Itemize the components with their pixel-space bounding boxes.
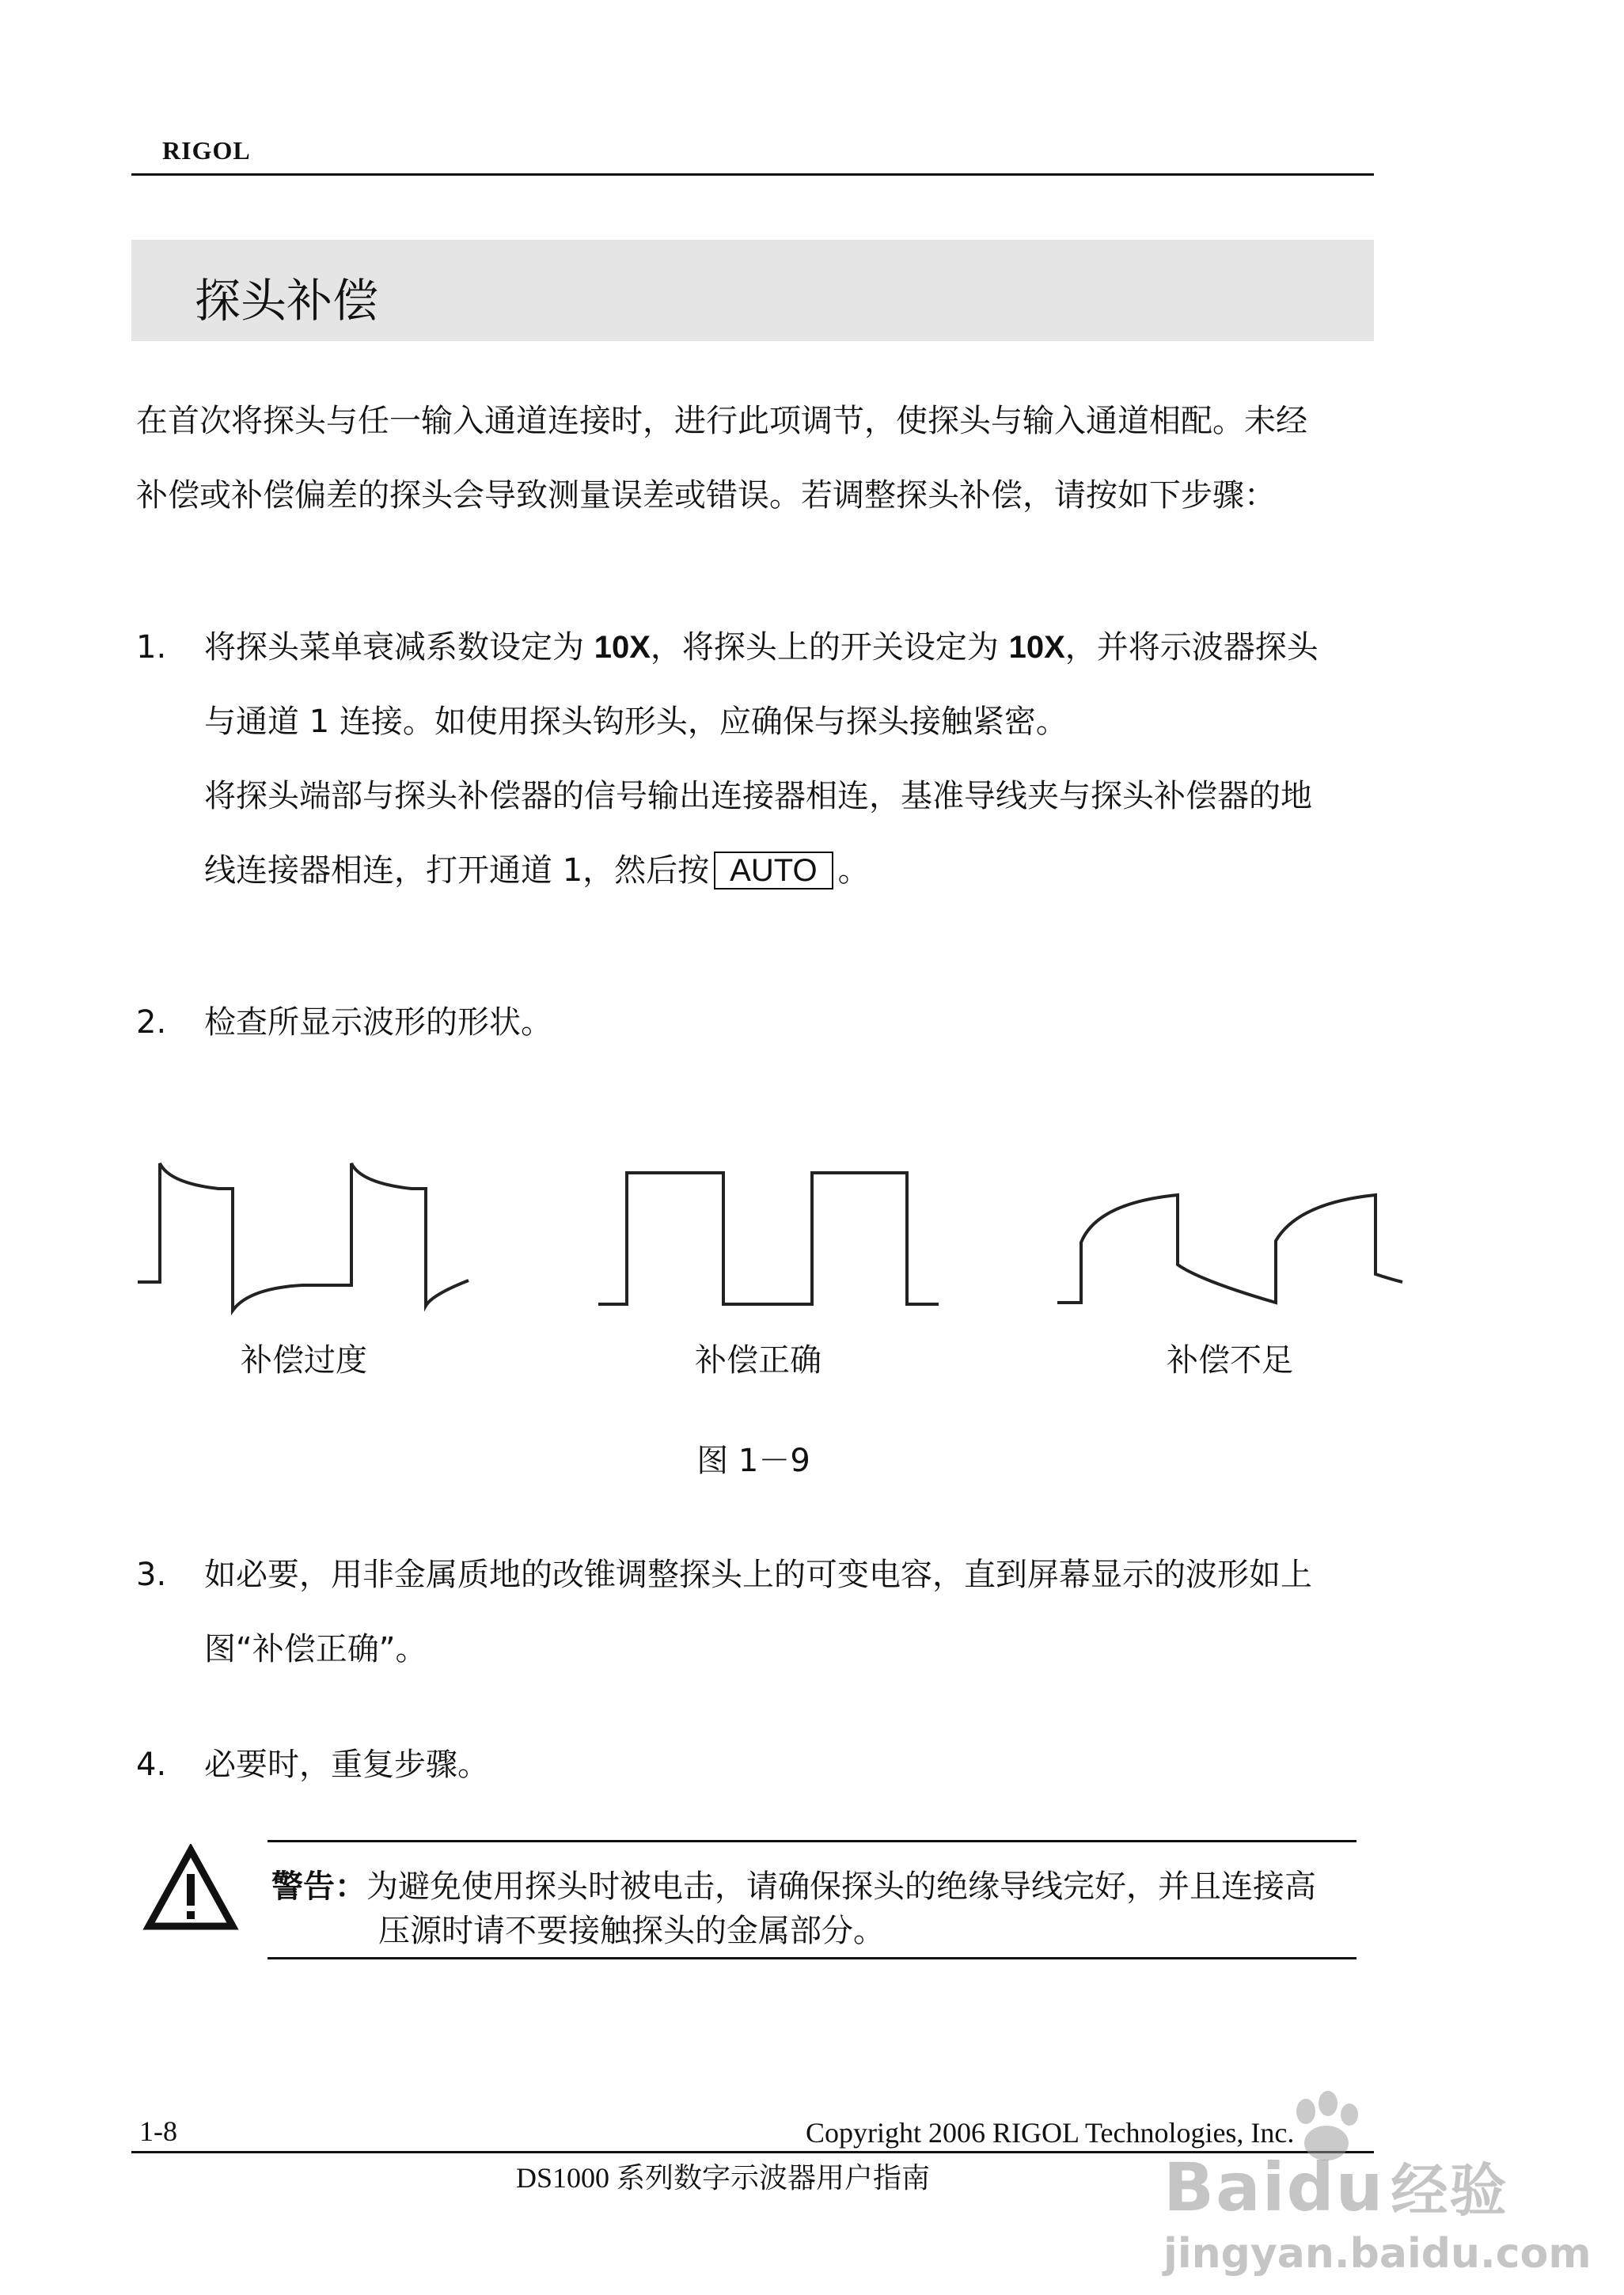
step-1-text-e: ，并将示波器探头 <box>1064 629 1319 666</box>
waveform-over-path <box>138 1163 469 1311</box>
warning-label: 警告： <box>271 1868 366 1905</box>
step-4-number: 4. <box>136 1747 167 1783</box>
footer-copyright: Copyright 2006 RIGOL Technologies, Inc. <box>806 2117 1295 2149</box>
waveform-correct-path <box>598 1173 939 1304</box>
step-1-text-c: ，将探头上的开关设定为 <box>650 629 1009 666</box>
step-4-text: 必要时，重复步骤。 <box>204 1747 489 1783</box>
step-2-number: 2. <box>136 1004 167 1041</box>
step-1-keyword-10x: 10X <box>594 630 651 665</box>
waveform-under-path <box>1057 1195 1402 1303</box>
step-2-text: 检查所显示波形的形状。 <box>204 1004 552 1041</box>
intro-line-1: 在首次将探头与任一输入通道连接时，进行此项调节，使探头与输入通道相配。未经 <box>136 403 1307 439</box>
waveform-over-compensated <box>138 1163 469 1311</box>
warning-top-rule <box>268 1840 1356 1842</box>
step-1-line-4-end: 。 <box>837 852 870 889</box>
header-brand: RIGOL <box>162 136 251 165</box>
section-title: 探头补偿 <box>195 274 379 328</box>
figure-label: 图 1－9 <box>696 1443 810 1479</box>
footer-manual-title: DS1000 系列数字示波器用户指南 <box>516 2162 931 2194</box>
watermark-url: jingyan.baidu.com <box>1163 2230 1592 2278</box>
intro-line-2: 补偿或补偿偏差的探头会导致测量误差或错误。若调整探头补偿，请按如下步骤： <box>136 477 1276 514</box>
watermark <box>1163 2089 1592 2279</box>
watermark-brand <box>1163 2145 1508 2227</box>
step-1-number: 1. <box>136 629 167 666</box>
step-1-keyword-10x-2: 10X <box>1008 630 1065 665</box>
step-1-line-2: 与通道 1 连接。如使用探头钩形头，应确保与探头接触紧密。 <box>204 704 1068 740</box>
step-1-line-1 <box>204 628 1319 666</box>
step-3-line-1: 如必要，用非金属质地的改锥调整探头上的可变电容，直到屏幕显示的波形如上 <box>204 1557 1312 1593</box>
step-1-line-4-text: 线连接器相连，打开通道 1，然后按 <box>204 852 710 889</box>
warning-bottom-rule <box>268 1957 1356 1959</box>
watermark-cn-text: 经验 <box>1391 2157 1508 2224</box>
step-1-line-4 <box>204 852 870 890</box>
caption-under-compensated: 补偿不足 <box>1167 1342 1293 1379</box>
waveform-figure <box>131 1140 1406 1337</box>
auto-key-label: AUTO <box>714 852 833 890</box>
step-1-line-3: 将探头端部与探头补偿器的信号输出连接器相连，基准导线夹与探头补偿器的地 <box>204 778 1312 814</box>
waveform-correct <box>598 1173 939 1304</box>
warning-icon <box>142 1844 239 1933</box>
step-1-text-a: 将探头菜单衰减系数设定为 <box>204 629 594 666</box>
step-3-line-2: 图“补偿正确”。 <box>204 1631 427 1667</box>
warning-text-1: 为避免使用探头时被电击，请确保探头的绝缘导线完好，并且连接高 <box>366 1868 1316 1905</box>
waveform-under-compensated <box>1057 1195 1402 1303</box>
caption-correct: 补偿正确 <box>695 1342 821 1379</box>
footer-page-number: 1-8 <box>139 2115 177 2147</box>
header-rule <box>131 173 1374 176</box>
step-3-number: 3. <box>136 1557 167 1593</box>
warning-line-1 <box>271 1868 1316 1906</box>
watermark-brand-text: Baidu <box>1163 2149 1385 2226</box>
warning-line-2: 压源时请不要接触探头的金属部分。 <box>378 1913 885 1949</box>
caption-over-compensated: 补偿过度 <box>241 1342 367 1379</box>
